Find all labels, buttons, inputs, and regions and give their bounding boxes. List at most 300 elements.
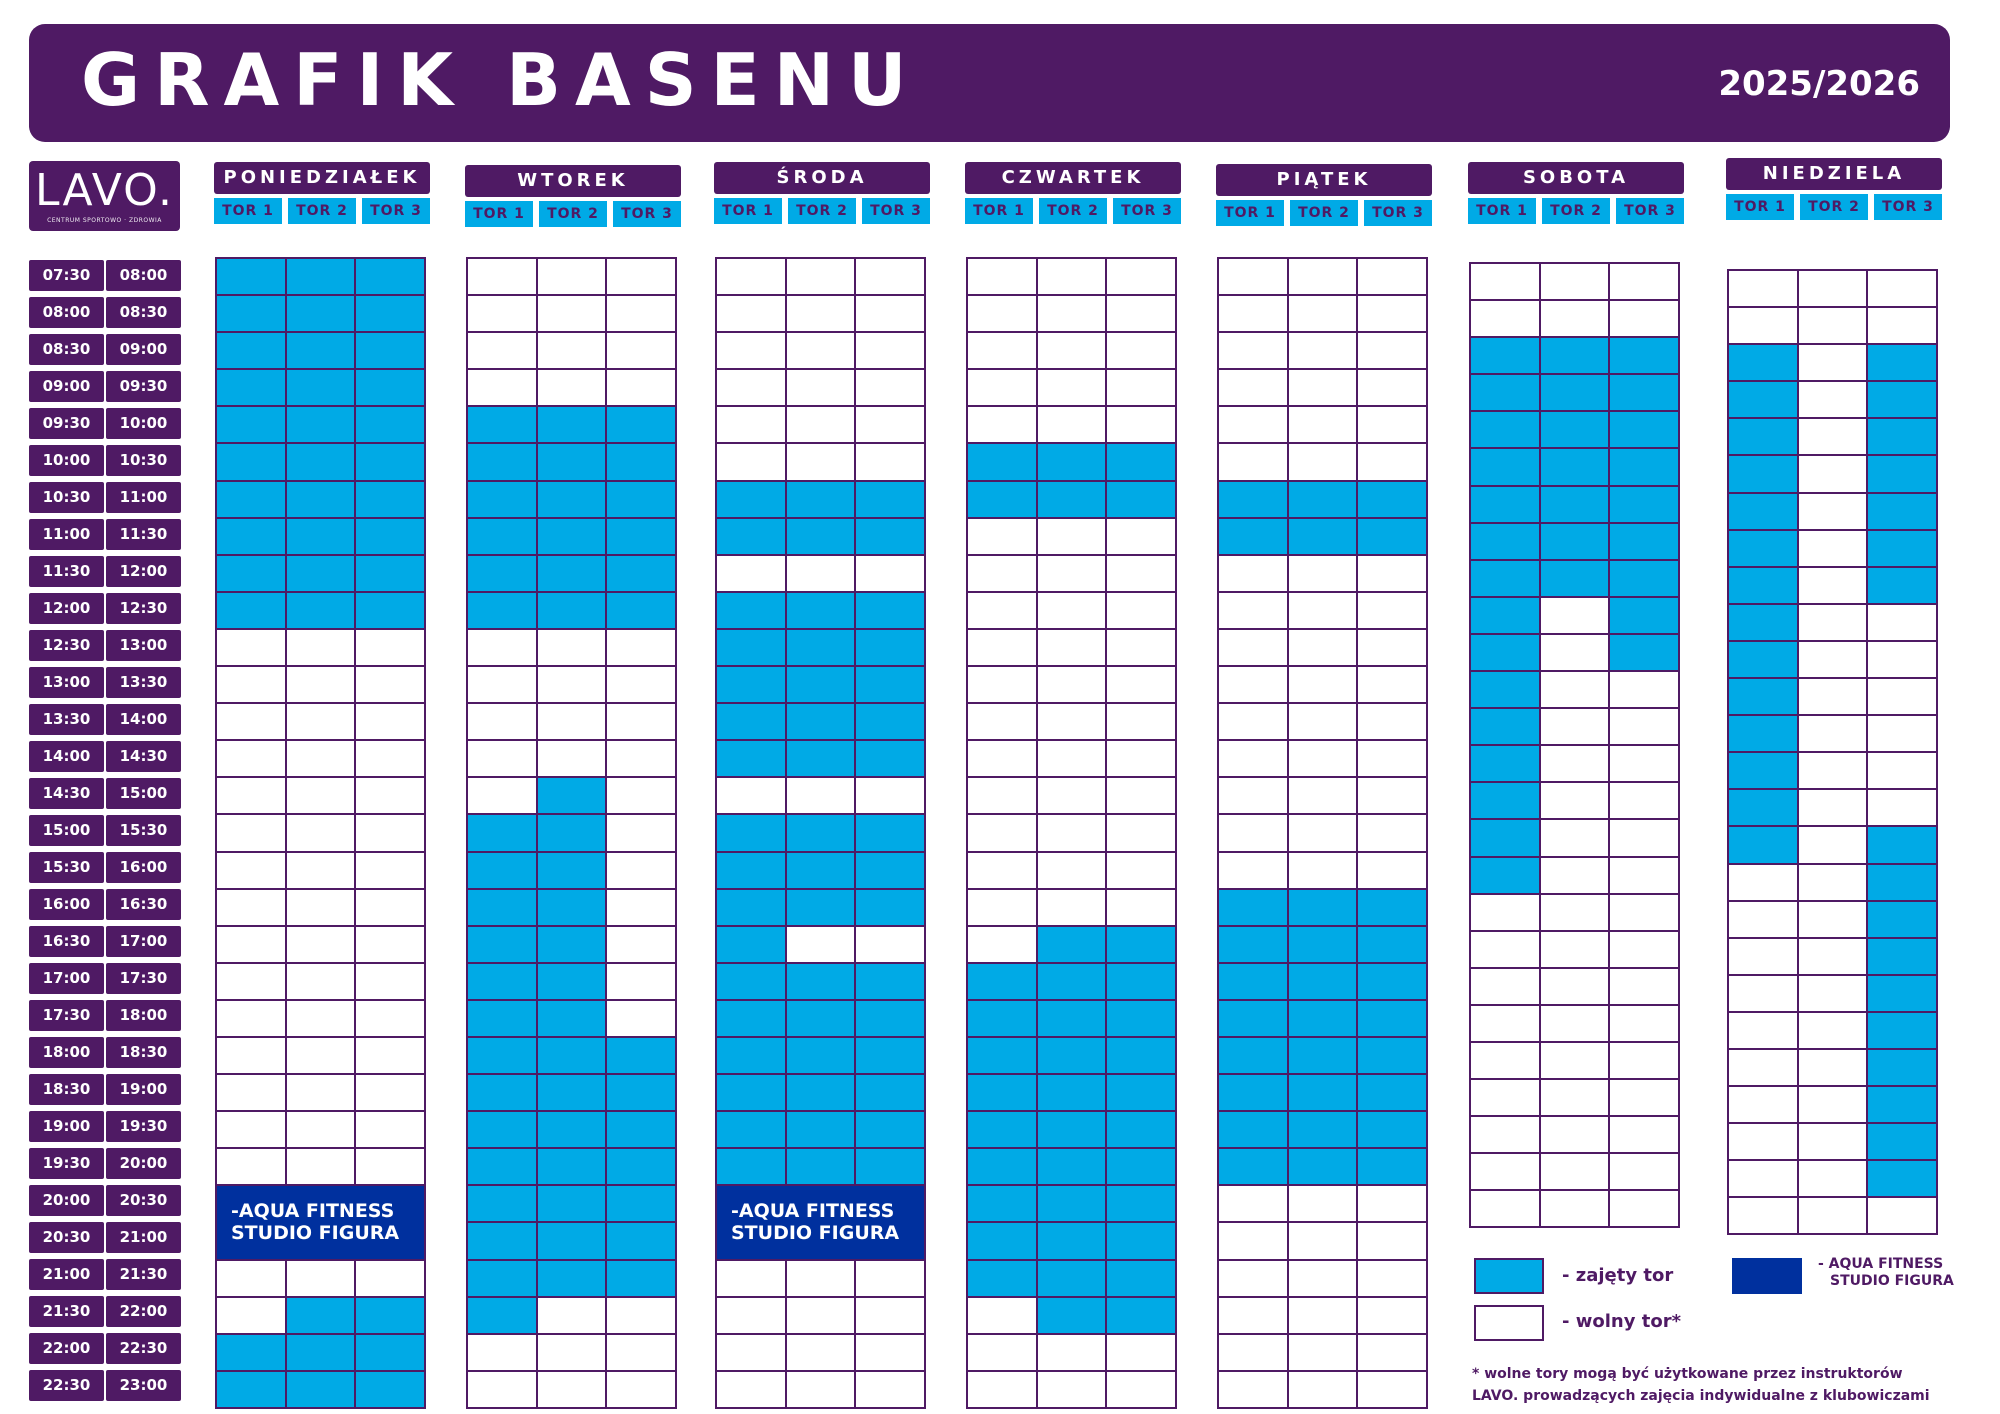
grid-row (967, 1148, 1176, 1185)
lane-slot-busy (467, 1185, 537, 1222)
time-start: 19:00 (29, 1111, 104, 1142)
lane-header: TOR 3 (613, 201, 681, 227)
lane-slot-free (967, 555, 1037, 592)
grid-row (967, 629, 1176, 666)
lane-slot-busy (355, 443, 425, 480)
grid-row (1728, 789, 1937, 826)
lane-slot-free (1357, 555, 1427, 592)
time-start: 22:00 (29, 1333, 104, 1364)
day-header (1468, 162, 1684, 224)
lane-slot-busy (1728, 678, 1798, 715)
lane-slot-busy (606, 406, 676, 443)
lane-slot-free (1470, 263, 1540, 300)
lane-slot-free (1728, 307, 1798, 344)
lane-slot-busy (216, 1371, 286, 1408)
lane-slot-free (1867, 678, 1937, 715)
grid-row (1470, 263, 1679, 300)
lane-slot-free (1037, 703, 1107, 740)
lane-slot-free (1728, 1160, 1798, 1197)
lane-headers (1726, 194, 1942, 220)
lane-slot-free (1609, 300, 1679, 337)
lane-slot-busy (606, 1074, 676, 1111)
grid-row (967, 518, 1176, 555)
lane-slot-busy (467, 1260, 537, 1297)
lane-slot-free (855, 1297, 925, 1334)
lane-slot-busy (1728, 567, 1798, 604)
lane-slot-free (537, 666, 607, 703)
lane-slot-free (1288, 555, 1358, 592)
grid-row (1728, 715, 1937, 752)
grid-row (216, 740, 425, 777)
legend-aqua-label (1818, 1256, 1954, 1290)
lane-slot-free (1037, 777, 1107, 814)
lane-grid (1727, 269, 1938, 1235)
lane-slot-busy (855, 1000, 925, 1037)
lane-slot-free (1218, 703, 1288, 740)
lane-slot-busy (716, 963, 786, 1000)
lane-slot-busy (1867, 1086, 1937, 1123)
lane-slot-free (1288, 1297, 1358, 1334)
lane-slot-free (1609, 1005, 1679, 1042)
lane-slot-free (1540, 819, 1610, 856)
lane-slot-busy (855, 963, 925, 1000)
lane-slot-free (286, 852, 356, 889)
lane-slot-busy (786, 1074, 856, 1111)
lane-slot-busy (1218, 1148, 1288, 1185)
lane-slot-free (467, 369, 537, 406)
grid-row (467, 406, 676, 443)
lane-slot-busy (1867, 1123, 1937, 1160)
lane-slot-busy (1218, 926, 1288, 963)
lane-slot-free (1357, 295, 1427, 332)
lane-slot-busy (1288, 1037, 1358, 1074)
time-start: 07:30 (29, 260, 104, 291)
lane-slot-free (1218, 592, 1288, 629)
lane-slot-busy (786, 592, 856, 629)
lane-slot-free (716, 1260, 786, 1297)
grid-row (967, 332, 1176, 369)
grid-row (716, 295, 925, 332)
lane-slot-busy (1867, 344, 1937, 381)
lane-slot-busy (786, 666, 856, 703)
lane-slot-free (216, 629, 286, 666)
lane-slot-free (855, 369, 925, 406)
grid-row (216, 258, 425, 295)
grid-row (216, 1074, 425, 1111)
grid-row (1218, 1260, 1427, 1297)
lane-slot-busy (355, 592, 425, 629)
lane-slot-busy (467, 1074, 537, 1111)
lane-slot-free (1288, 1371, 1358, 1408)
grid-row (1218, 777, 1427, 814)
time-start: 21:00 (29, 1259, 104, 1290)
lane-slot-busy (1470, 411, 1540, 448)
lane-slot-free (1218, 1260, 1288, 1297)
lane-slot-busy (537, 963, 607, 1000)
grid-row (467, 666, 676, 703)
lane-slot-free (967, 1334, 1037, 1371)
grid-row (967, 926, 1176, 963)
lane-slot-busy (1218, 518, 1288, 555)
lane-slot-free (1037, 406, 1107, 443)
grid-row (467, 1185, 676, 1222)
lane-slot-busy (1288, 1111, 1358, 1148)
time-end: 10:00 (106, 408, 181, 439)
lane-slot-free (355, 1000, 425, 1037)
lane-slot-free (1037, 889, 1107, 926)
lane-slot-free (1798, 604, 1868, 641)
lane-slot-busy (786, 1111, 856, 1148)
lane-slot-free (1357, 814, 1427, 851)
lane-slot-free (1609, 708, 1679, 745)
lane-slot-busy (1470, 486, 1540, 523)
aqua-fitness-block (716, 1185, 925, 1259)
grid-row (1218, 1074, 1427, 1111)
grid-row (1728, 678, 1937, 715)
grid-row (1728, 1049, 1937, 1086)
footnote-line2: LAVO. prowadzących zajęcia indywidualne z klubowiczami (1472, 1388, 1930, 1404)
grid-row (716, 332, 925, 369)
grid-row (716, 740, 925, 777)
lane-slot-free (1106, 518, 1176, 555)
grid-row (1218, 1000, 1427, 1037)
lane-slot-free (1288, 592, 1358, 629)
lane-slot-free (716, 1371, 786, 1408)
grid-row (1218, 1334, 1427, 1371)
lane-slot-free (1867, 715, 1937, 752)
grid-row (1470, 968, 1679, 1005)
grid-row (467, 926, 676, 963)
grid-row (1470, 1153, 1679, 1190)
lane-slot-busy (1728, 715, 1798, 752)
lane-slot-free (1106, 1334, 1176, 1371)
lane-slot-busy (606, 1185, 676, 1222)
lane-slot-free (855, 406, 925, 443)
grid-row (1218, 963, 1427, 1000)
grid-row (716, 369, 925, 406)
grid-row (1218, 592, 1427, 629)
lane-slot-busy (355, 369, 425, 406)
lane-slot-busy (1470, 523, 1540, 560)
lane-slot-free (1288, 777, 1358, 814)
lane-slot-busy (1540, 560, 1610, 597)
lane-slot-busy (716, 740, 786, 777)
day-name: NIEDZIELA (1726, 158, 1942, 190)
lane-slot-busy (1470, 782, 1540, 819)
lane-slot-busy (216, 332, 286, 369)
lane-slot-busy (606, 1260, 676, 1297)
lane-slot-free (1288, 740, 1358, 777)
lane-slot-free (606, 703, 676, 740)
lane-slot-busy (1867, 1160, 1937, 1197)
grid-row (967, 1222, 1176, 1259)
lane-slot-free (1540, 708, 1610, 745)
lane-slot-busy (1357, 1111, 1427, 1148)
lane-slot-free (467, 666, 537, 703)
lane-slot-free (216, 703, 286, 740)
grid-row (1218, 406, 1427, 443)
lane-header: TOR 1 (1468, 198, 1536, 224)
lane-slot-busy (286, 481, 356, 518)
lane-slot-busy (286, 1371, 356, 1408)
day-name: PIĄTEK (1216, 164, 1432, 196)
lane-slot-busy (1106, 1074, 1176, 1111)
time-end: 19:30 (106, 1111, 181, 1142)
lane-slot-free (1798, 455, 1868, 492)
grid-row (716, 518, 925, 555)
grid-row (1218, 1371, 1427, 1408)
grid-row (467, 592, 676, 629)
lane-slot-free (1357, 1260, 1427, 1297)
grid-row (967, 814, 1176, 851)
lane-slot-busy (537, 777, 607, 814)
lane-slot-busy (216, 555, 286, 592)
lane-slot-busy (216, 1334, 286, 1371)
lane-slot-free (606, 666, 676, 703)
lane-slot-free (967, 1371, 1037, 1408)
grid-row (1728, 1123, 1937, 1160)
grid-row (216, 406, 425, 443)
lane-slot-free (286, 1260, 356, 1297)
grid-row (216, 1185, 425, 1222)
lane-slot-free (1540, 857, 1610, 894)
lane-slot-free (1357, 1185, 1427, 1222)
lane-slot-busy (1357, 1000, 1427, 1037)
grid-row (1218, 1111, 1427, 1148)
lane-slot-busy (537, 1260, 607, 1297)
lane-slot-free (537, 703, 607, 740)
grid-row (967, 703, 1176, 740)
lane-slot-busy (286, 258, 356, 295)
lane-slot-free (1798, 938, 1868, 975)
lane-slot-free (716, 555, 786, 592)
page-title: GRAFIK BASENU (81, 38, 921, 122)
lane-slot-free (216, 777, 286, 814)
lane-slot-free (1609, 819, 1679, 856)
lane-slot-free (286, 740, 356, 777)
legend-aqua-line1: - AQUA FITNESS (1818, 1256, 1944, 1272)
grid-row (216, 852, 425, 889)
lane-slot-busy (1037, 1148, 1107, 1185)
lane-slot-busy (606, 518, 676, 555)
lane-slot-free (1288, 332, 1358, 369)
lane-slot-busy (1867, 826, 1937, 863)
grid-row (216, 777, 425, 814)
time-end: 15:30 (106, 815, 181, 846)
legend-free-label: - wolny tor* (1562, 1311, 1681, 1332)
lane-slot-free (1106, 406, 1176, 443)
lane-slot-free (1798, 381, 1868, 418)
lane-slot-busy (786, 1000, 856, 1037)
grid-row (1728, 1086, 1937, 1123)
grid-row (967, 1074, 1176, 1111)
lane-slot-free (1037, 666, 1107, 703)
time-start: 12:30 (29, 630, 104, 661)
lane-slot-free (1357, 332, 1427, 369)
grid-row (216, 332, 425, 369)
grid-row (467, 1148, 676, 1185)
lane-slot-busy (786, 629, 856, 666)
lane-slot-busy (1218, 963, 1288, 1000)
time-end: 22:30 (106, 1333, 181, 1364)
lane-slot-free (1106, 703, 1176, 740)
lane-slot-busy (1609, 337, 1679, 374)
lane-slot-busy (1357, 481, 1427, 518)
lane-slot-free (1798, 307, 1868, 344)
time-start: 08:30 (29, 334, 104, 365)
lane-slot-free (1728, 1012, 1798, 1049)
lane-slot-free (967, 814, 1037, 851)
lane-slot-busy (716, 703, 786, 740)
grid-row (716, 555, 925, 592)
lane-slot-free (1798, 418, 1868, 455)
lane-slot-busy (1609, 634, 1679, 671)
grid-row (1218, 258, 1427, 295)
lane-slot-busy (1540, 523, 1610, 560)
lane-header: TOR 2 (788, 198, 856, 224)
lane-slot-free (967, 740, 1037, 777)
lane-slot-busy (216, 369, 286, 406)
lane-slot-free (216, 889, 286, 926)
grid-row (716, 1334, 925, 1371)
lane-slot-free (1106, 258, 1176, 295)
lane-slot-free (1037, 332, 1107, 369)
lane-slot-busy (606, 1148, 676, 1185)
lane-grid (1469, 262, 1680, 1228)
school-year: 2025/2026 (1718, 64, 1920, 104)
lane-slot-busy (1728, 493, 1798, 530)
grid-row (216, 295, 425, 332)
time-end: 14:30 (106, 741, 181, 772)
lane-slot-busy (786, 1148, 856, 1185)
legend-busy-swatch (1474, 1258, 1544, 1294)
lane-slot-busy (537, 1074, 607, 1111)
grid-row (1470, 486, 1679, 523)
grid-row (1728, 567, 1937, 604)
lane-slot-free (855, 1260, 925, 1297)
grid-row (716, 1260, 925, 1297)
lane-slot-busy (355, 1297, 425, 1334)
lane-slot-free (1357, 443, 1427, 480)
lane-slot-free (1798, 789, 1868, 826)
lane-slot-free (855, 443, 925, 480)
day-name: SOBOTA (1468, 162, 1684, 194)
grid-row (967, 889, 1176, 926)
grid-row (467, 1111, 676, 1148)
grid-row (716, 1148, 925, 1185)
lane-slot-busy (716, 481, 786, 518)
lane-slot-free (1798, 1012, 1868, 1049)
lane-slot-free (1106, 777, 1176, 814)
grid-row (1470, 374, 1679, 411)
lane-slot-busy (1037, 963, 1107, 1000)
lane-slot-busy (537, 443, 607, 480)
lane-slot-busy (1867, 975, 1937, 1012)
grid-row (967, 555, 1176, 592)
lane-slot-free (1357, 740, 1427, 777)
lane-slot-busy (1609, 448, 1679, 485)
lane-slot-free (1106, 814, 1176, 851)
time-end: 23:00 (106, 1370, 181, 1401)
lane-slot-free (537, 258, 607, 295)
time-start: 13:00 (29, 667, 104, 698)
grid-row (1728, 826, 1937, 863)
time-end: 18:30 (106, 1037, 181, 1068)
lane-slot-free (1798, 493, 1868, 530)
lane-slot-free (855, 1334, 925, 1371)
grid-row (1218, 369, 1427, 406)
lane-slot-free (1609, 263, 1679, 300)
lane-slot-free (286, 1111, 356, 1148)
lane-slot-free (967, 406, 1037, 443)
grid-row (467, 1297, 676, 1334)
lane-slot-busy (1357, 963, 1427, 1000)
lane-slot-busy (1288, 1000, 1358, 1037)
lane-slot-busy (467, 1297, 537, 1334)
grid-row (1218, 443, 1427, 480)
grid-row (716, 443, 925, 480)
lane-slot-busy (1470, 560, 1540, 597)
lane-slot-free (355, 666, 425, 703)
grid-row (716, 258, 925, 295)
lane-headers (714, 198, 930, 224)
grid-row (1470, 634, 1679, 671)
lane-slot-free (1106, 629, 1176, 666)
lane-slot-free (1037, 740, 1107, 777)
lane-slot-free (1357, 1222, 1427, 1259)
lane-slot-free (1218, 629, 1288, 666)
lane-slot-free (1218, 740, 1288, 777)
lane-slot-busy (537, 481, 607, 518)
time-start: 14:00 (29, 741, 104, 772)
lane-slot-free (1540, 1005, 1610, 1042)
grid-row (1728, 901, 1937, 938)
grid-row (467, 1334, 676, 1371)
lane-slot-busy (1867, 567, 1937, 604)
grid-row (1728, 418, 1937, 455)
time-start: 10:30 (29, 482, 104, 513)
grid-row (1218, 518, 1427, 555)
lane-slot-free (786, 1334, 856, 1371)
lane-slot-busy (1218, 1111, 1288, 1148)
time-end: 13:00 (106, 630, 181, 661)
grid-row (967, 1185, 1176, 1222)
lane-slot-free (467, 258, 537, 295)
lane-slot-busy (716, 852, 786, 889)
lane-slot-busy (1037, 1260, 1107, 1297)
time-start: 15:00 (29, 815, 104, 846)
time-start: 17:30 (29, 1000, 104, 1031)
lane-slot-busy (286, 406, 356, 443)
grid-row (967, 1334, 1176, 1371)
lane-slot-busy (786, 814, 856, 851)
grid-row (467, 963, 676, 1000)
time-end: 14:00 (106, 704, 181, 735)
lane-slot-free (967, 369, 1037, 406)
lane-slot-free (1470, 1079, 1540, 1116)
lane-slot-free (286, 666, 356, 703)
grid-row (1470, 448, 1679, 485)
lane-slot-busy (606, 1222, 676, 1259)
lane-slot-busy (786, 963, 856, 1000)
lane-slot-busy (1609, 523, 1679, 560)
lane-slot-free (1357, 592, 1427, 629)
grid-row (967, 1260, 1176, 1297)
lane-slot-busy (1106, 443, 1176, 480)
lane-slot-free (216, 1260, 286, 1297)
grid-row (1470, 931, 1679, 968)
lane-slot-busy (1609, 374, 1679, 411)
